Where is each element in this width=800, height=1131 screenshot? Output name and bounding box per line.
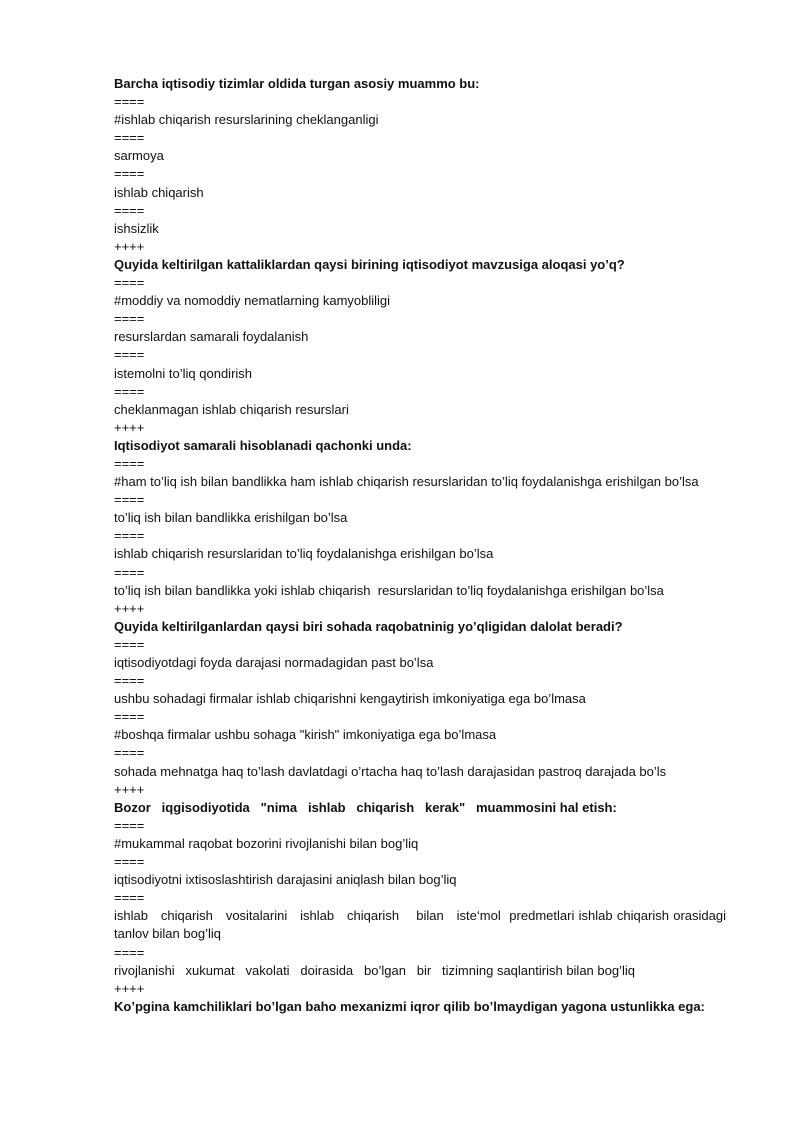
- separator-line: ++++: [114, 980, 145, 996]
- answer-option: #boshqa firmalar ushbu sohaga "kirish" imkoniyatiga ega bo’lmasa: [114, 727, 497, 743]
- separator-line: ====: [114, 636, 145, 652]
- separator-line: ++++: [114, 781, 145, 797]
- answer-option: #moddiy va nomoddiy nematlarning kamyobliligi: [114, 293, 391, 309]
- answer-option: ishlab chiqarish: [114, 184, 204, 200]
- separator-line: ++++: [114, 419, 145, 435]
- separator-line: ====: [114, 854, 145, 870]
- separator-line: ====: [114, 673, 145, 689]
- separator-line: ====: [114, 745, 145, 761]
- answer-option: sarmoya: [114, 148, 164, 164]
- answer-option: istemolni to’liq qondirish: [114, 365, 253, 381]
- separator-line: ====: [114, 311, 145, 327]
- separator-line: ====: [114, 890, 145, 906]
- question-text: Barcha iqtisodiy tizimlar oldida turgan asosiy muammo bu:: [114, 76, 480, 91]
- answer-option: #ishlab chiqarish resurslarining cheklanganligi: [114, 112, 379, 128]
- answer-option: ishsizlik: [114, 220, 159, 236]
- document-body: [114, 75, 730, 1016]
- answer-option: #mukammal raqobat bozorini rivojlanishi bilan bog’liq: [114, 835, 419, 851]
- answer-option: iqtisodiyotdagi foyda darajasi normadagidan past bo’lsa: [114, 655, 434, 670]
- separator-line: ====: [114, 383, 145, 399]
- answer-option: to’liq ish bilan bandlikka yoki ishlab chiqarish resurslaridan to’liq foydalanishga erishilgan bo’lsa: [114, 582, 664, 598]
- question-text: Bozor iqgisodiyotida "nima ishlab chiqarish kerak" muammosini hal etish:: [114, 799, 617, 815]
- separator-line: ====: [114, 94, 145, 110]
- separator-line: ====: [114, 130, 145, 146]
- separator-line: ====: [114, 202, 145, 218]
- question-text: Quyida keltirilganlardan qaysi biri sohada raqobatninig yo’qligidan dalolat beradi?: [114, 618, 623, 634]
- separator-line: ====: [114, 455, 145, 471]
- answer-option: ishlab chiqarish vositalarini ishlab chiqarish bilan iste‘mol predmetlari ishlab chiqarish orasidagi tanlov bilan bog’liq: [114, 908, 730, 942]
- answer-option: to’liq ish bilan bandlikka erishilgan bo’lsa: [114, 510, 348, 526]
- answer-option: cheklanmagan ishlab chiqarish resurslari: [114, 401, 349, 417]
- separator-line: ====: [114, 347, 145, 363]
- separator-line: ====: [114, 275, 145, 291]
- question-text: Quyida keltirilgan kattaliklardan qaysi birining iqtisodiyot mavzusiga aloqasi yo’q?: [114, 256, 625, 272]
- answer-option: iqtisodiyotni ixtisoslashtirish darajasini aniqlash bilan bog’liq: [114, 872, 457, 888]
- separator-line: ====: [114, 166, 145, 182]
- answer-option: resurslardan samarali foydalanish: [114, 329, 309, 345]
- separator-line: ++++: [114, 238, 145, 254]
- answer-option: #ham to’liq ish bilan bandlikka ham ishlab chiqarish resurslaridan to’liq foydalanishga erishilgan bo’lsa: [114, 474, 699, 490]
- separator-line: ====: [114, 528, 145, 544]
- separator-line: ++++: [114, 600, 145, 616]
- question-text: Ko’pgina kamchiliklari bo’lgan baho mexanizmi iqror qilib bo’lmaydigan yagona ustunlikka ega:: [114, 998, 705, 1014]
- answer-option: rivojlanishi xukumat vakolati doirasida bo’lgan bir tizimning saqlantirish bilan bog’liq: [114, 962, 635, 978]
- separator-line: ====: [114, 564, 145, 580]
- question-text: Iqtisodiyot samarali hisoblanadi qachonki unda:: [114, 437, 412, 453]
- answer-option: sohada mehnatga haq to’lash davlatdagi o’rtacha haq to’lash darajasidan pastroq darajada bo’ls: [114, 763, 667, 779]
- separator-line: ====: [114, 492, 145, 508]
- separator-line: ====: [114, 709, 145, 725]
- answer-option: ishlab chiqarish resurslaridan to’liq foydalanishga erishilgan bo’lsa: [114, 546, 494, 562]
- separator-line: ====: [114, 817, 145, 833]
- separator-line: ====: [114, 944, 145, 960]
- answer-option: ushbu sohadagi firmalar ishlab chiqarishni kengaytirish imkoniyatiga ega bo’lmasa: [114, 691, 586, 707]
